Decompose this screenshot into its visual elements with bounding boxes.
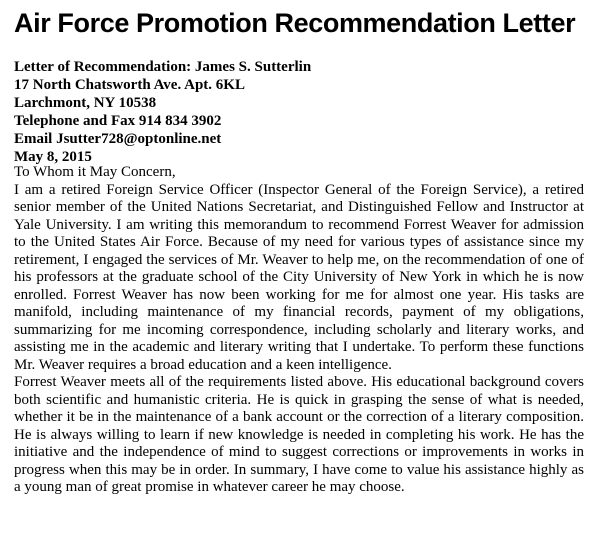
header-date: May 8, 2015	[14, 149, 92, 165]
letter-header	[14, 58, 584, 166]
salutation: To Whom it May Concern,	[14, 164, 176, 180]
document-title: Air Force Promotion Recommendation Letter	[14, 8, 576, 38]
body-paragraph-2: Forrest Weaver meets all of the requirements listed above. His educational background covers both scientific and humanistic criteria. He is quick in grasping the sense of what is needed, whether it be in the maintenance of a bank account or the correction of a literary composition. He is always willing to learn if new knowledge is needed in completing his work. He has the initiative and the independence of mind to suggest corrections or improvements in works in progress when this may be in order. In summary, I have come to value his assistance highly as a young man of great promise in whatever career he may choose.	[14, 374, 584, 495]
header-address-street: 17 North Chatsworth Ave. Apt. 6KL	[14, 77, 245, 93]
header-recommender-line: Letter of Recommendation: James S. Sutterlin	[14, 59, 312, 75]
body-paragraph-1: I am a retired Foreign Service Officer (Inspector General of the Foreign Service), a retired senior member of the United Nations Secretariat, and Distinguished Fellow and Instructor at Yale University. I am writing this memorandum to recommend Forrest Weaver for admission to the United States Air Force. Because of my need for various types of assistance since my retirement, I engaged the services of Mr. Weaver to help me, on the recommendation of one of his professors at the graduate school of the City University of New York in which he is now enrolled. Forrest Weaver has now been working for me for almost one year. His tasks are manifold, including maintenance of my financial records, payment of my obligations, summarizing for me incoming correspondence, including scholarly and literary works, and assisting me in the academic and literary writing that I undertake. To perform these functions Mr. Weaver requires a broad education and a keen intelligence.	[14, 181, 584, 373]
letter-body	[14, 164, 584, 497]
header-phone: Telephone and Fax 914 834 3902	[14, 113, 222, 129]
header-email: Email Jsutter728@optonline.net	[14, 131, 222, 147]
header-address-city: Larchmont, NY 10538	[14, 95, 157, 111]
